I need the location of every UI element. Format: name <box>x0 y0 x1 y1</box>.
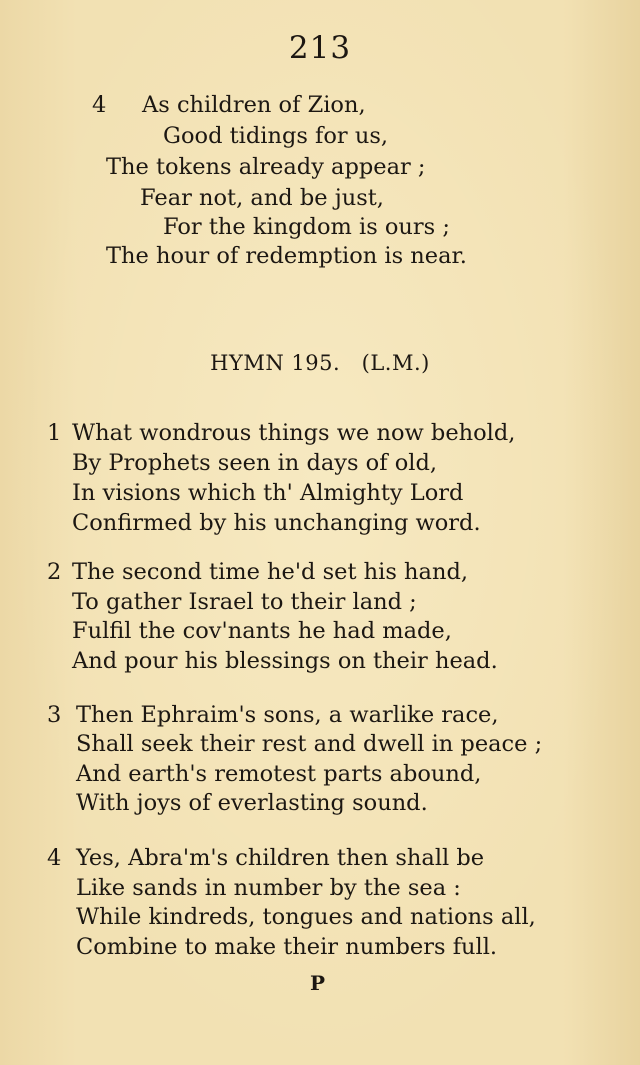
verse-line: While kindreds, tongues and nations all, <box>76 904 536 930</box>
verse-line: And pour his blessings on their head. <box>72 648 498 674</box>
signature-mark: P <box>309 971 326 995</box>
verse-number: 3 <box>47 702 62 728</box>
verse-line: Combine to make their numbers full. <box>76 934 498 960</box>
verse-line: To gather Israel to their land ; <box>72 589 417 615</box>
hymn-heading <box>0 348 640 378</box>
page-number: 213 <box>288 30 352 66</box>
verse-line: Shall seek their rest and dwell in peace ; <box>76 731 543 757</box>
stanza-line: The tokens already appear ; <box>106 154 426 180</box>
stanza-line: As children of Zion, <box>142 92 366 118</box>
stanza-line: The hour of redemption is near. <box>106 243 467 269</box>
verse-number: 1 <box>47 420 62 446</box>
hymn-title: HYMN 195. <box>210 351 341 375</box>
verse-line: By Prophets seen in days of old, <box>72 450 437 476</box>
hymn-meter: (L.M.) <box>361 351 430 375</box>
verse-line: With joys of everlasting sound. <box>76 790 428 816</box>
stanza-line: Good tidings for us, <box>163 123 389 149</box>
stanza-line: For the kingdom is ours ; <box>163 214 450 240</box>
verse-line: Like sands in number by the sea : <box>76 875 461 901</box>
verse-line: And earth's remotest parts abound, <box>76 761 482 787</box>
verse-line: Yes, Abra'm's children then shall be <box>76 845 485 871</box>
verse-number: 2 <box>47 559 62 585</box>
stanza-line: Fear not, and be just, <box>140 185 384 211</box>
verse-number: 4 <box>47 845 62 871</box>
verse-line: Fulfil the cov'nants he had made, <box>72 618 452 644</box>
verse-line: The second time he'd set his hand, <box>72 559 469 585</box>
verse-line: Then Ephraim's sons, a warlike race, <box>76 702 499 728</box>
verse-line: Confirmed by his unchanging word. <box>72 510 481 536</box>
verse-line: In visions which th' Almighty Lord <box>72 480 464 506</box>
verse-line: What wondrous things we now behold, <box>72 420 516 446</box>
stanza-number: 4 <box>92 92 107 118</box>
